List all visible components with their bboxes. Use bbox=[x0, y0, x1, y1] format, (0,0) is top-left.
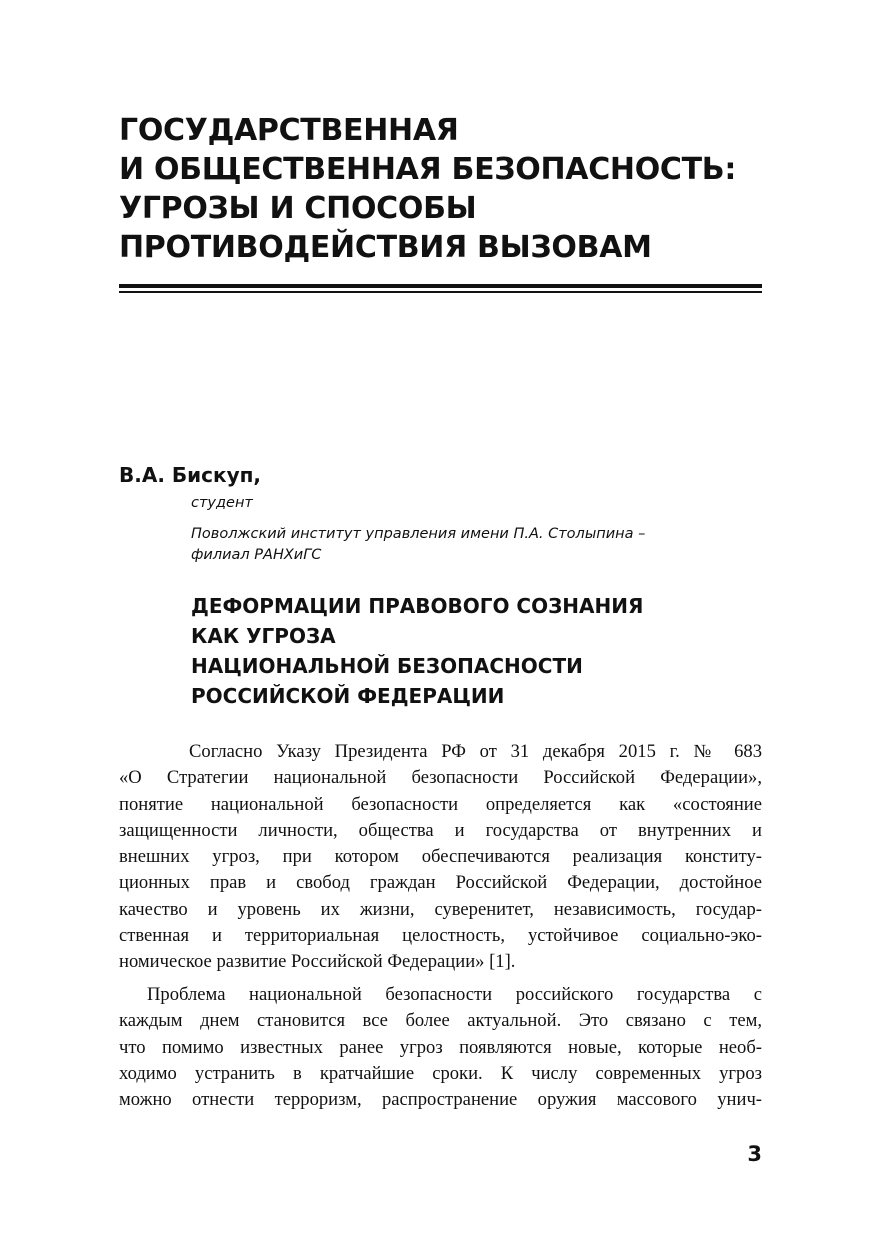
section-title-line: ПРОТИВОДЕЙСТВИЯ ВЫЗОВАМ bbox=[119, 230, 652, 265]
body-paragraph-1 bbox=[119, 739, 762, 976]
author-role: студент bbox=[191, 495, 253, 511]
article-title-line: ДЕФОРМАЦИИ ПРАВОВОГО СОЗНАНИЯ bbox=[191, 594, 644, 618]
author-affiliation bbox=[191, 524, 771, 566]
article-title-line: НАЦИОНАЛЬНОЙ БЕЗОПАСНОСТИ bbox=[191, 654, 583, 678]
section-title-line: УГРОЗЫ И СПОСОБЫ bbox=[119, 191, 477, 226]
body-line: качество и уровень их жизни, суверенитет, независимость, государ- bbox=[119, 898, 762, 920]
title-divider-thick bbox=[119, 284, 762, 288]
section-title bbox=[119, 111, 779, 267]
body-line: внешних угроз, при котором обеспечиваются реализация конститу- bbox=[119, 846, 762, 868]
body-line: Проблема национальной безопасности российского государства с bbox=[147, 984, 762, 1005]
section-title-line: И ОБЩЕСТВЕННАЯ БЕЗОПАСНОСТЬ: bbox=[119, 152, 737, 187]
body-line: можно отнести терроризм, распространение оружия массового унич- bbox=[119, 1089, 762, 1111]
page-number: 3 bbox=[747, 1142, 762, 1166]
article-title-line: РОССИЙСКОЙ ФЕДЕРАЦИИ bbox=[191, 684, 505, 708]
body-line: что помимо известных ранее угроз появляются новые, которые необ- bbox=[119, 1036, 762, 1058]
body-paragraph-2 bbox=[119, 982, 762, 1113]
author-name: В.А. Бискуп, bbox=[119, 463, 262, 487]
article-title-line: КАК УГРОЗА bbox=[191, 624, 336, 648]
article-title bbox=[191, 591, 771, 711]
title-divider-thin bbox=[119, 291, 762, 293]
body-line: каждым днем становится все более актуальной. Это связано с тем, bbox=[119, 1010, 762, 1032]
body-line: ходимо устранить в кратчайшие сроки. К числу современных угроз bbox=[119, 1062, 762, 1084]
body-line: номическое развитие Российской Федерации» [1]. bbox=[119, 951, 516, 973]
body-line: ственная и территориальная целостность, устойчивое социально-эко- bbox=[119, 925, 762, 947]
body-line: защищенности личности, общества и государства от внутренних и bbox=[119, 819, 762, 841]
body-line: Согласно Указу Президента РФ от 31 декабря 2015 г. № 683 bbox=[189, 741, 762, 762]
body-line: понятие национальной безопасности определяется как «состояние bbox=[119, 793, 762, 815]
author-affiliation-line: Поволжский институт управления имени П.А. Столыпина – bbox=[191, 526, 646, 542]
section-title-line: ГОСУДАРСТВЕННАЯ bbox=[119, 113, 459, 148]
author-affiliation-line: филиал РАНХиГС bbox=[191, 547, 322, 563]
body-line: ционных прав и свобод граждан Российской Федерации, достойное bbox=[119, 872, 762, 894]
body-line: «О Стратегии национальной безопасности Российской Федерации», bbox=[119, 767, 762, 789]
